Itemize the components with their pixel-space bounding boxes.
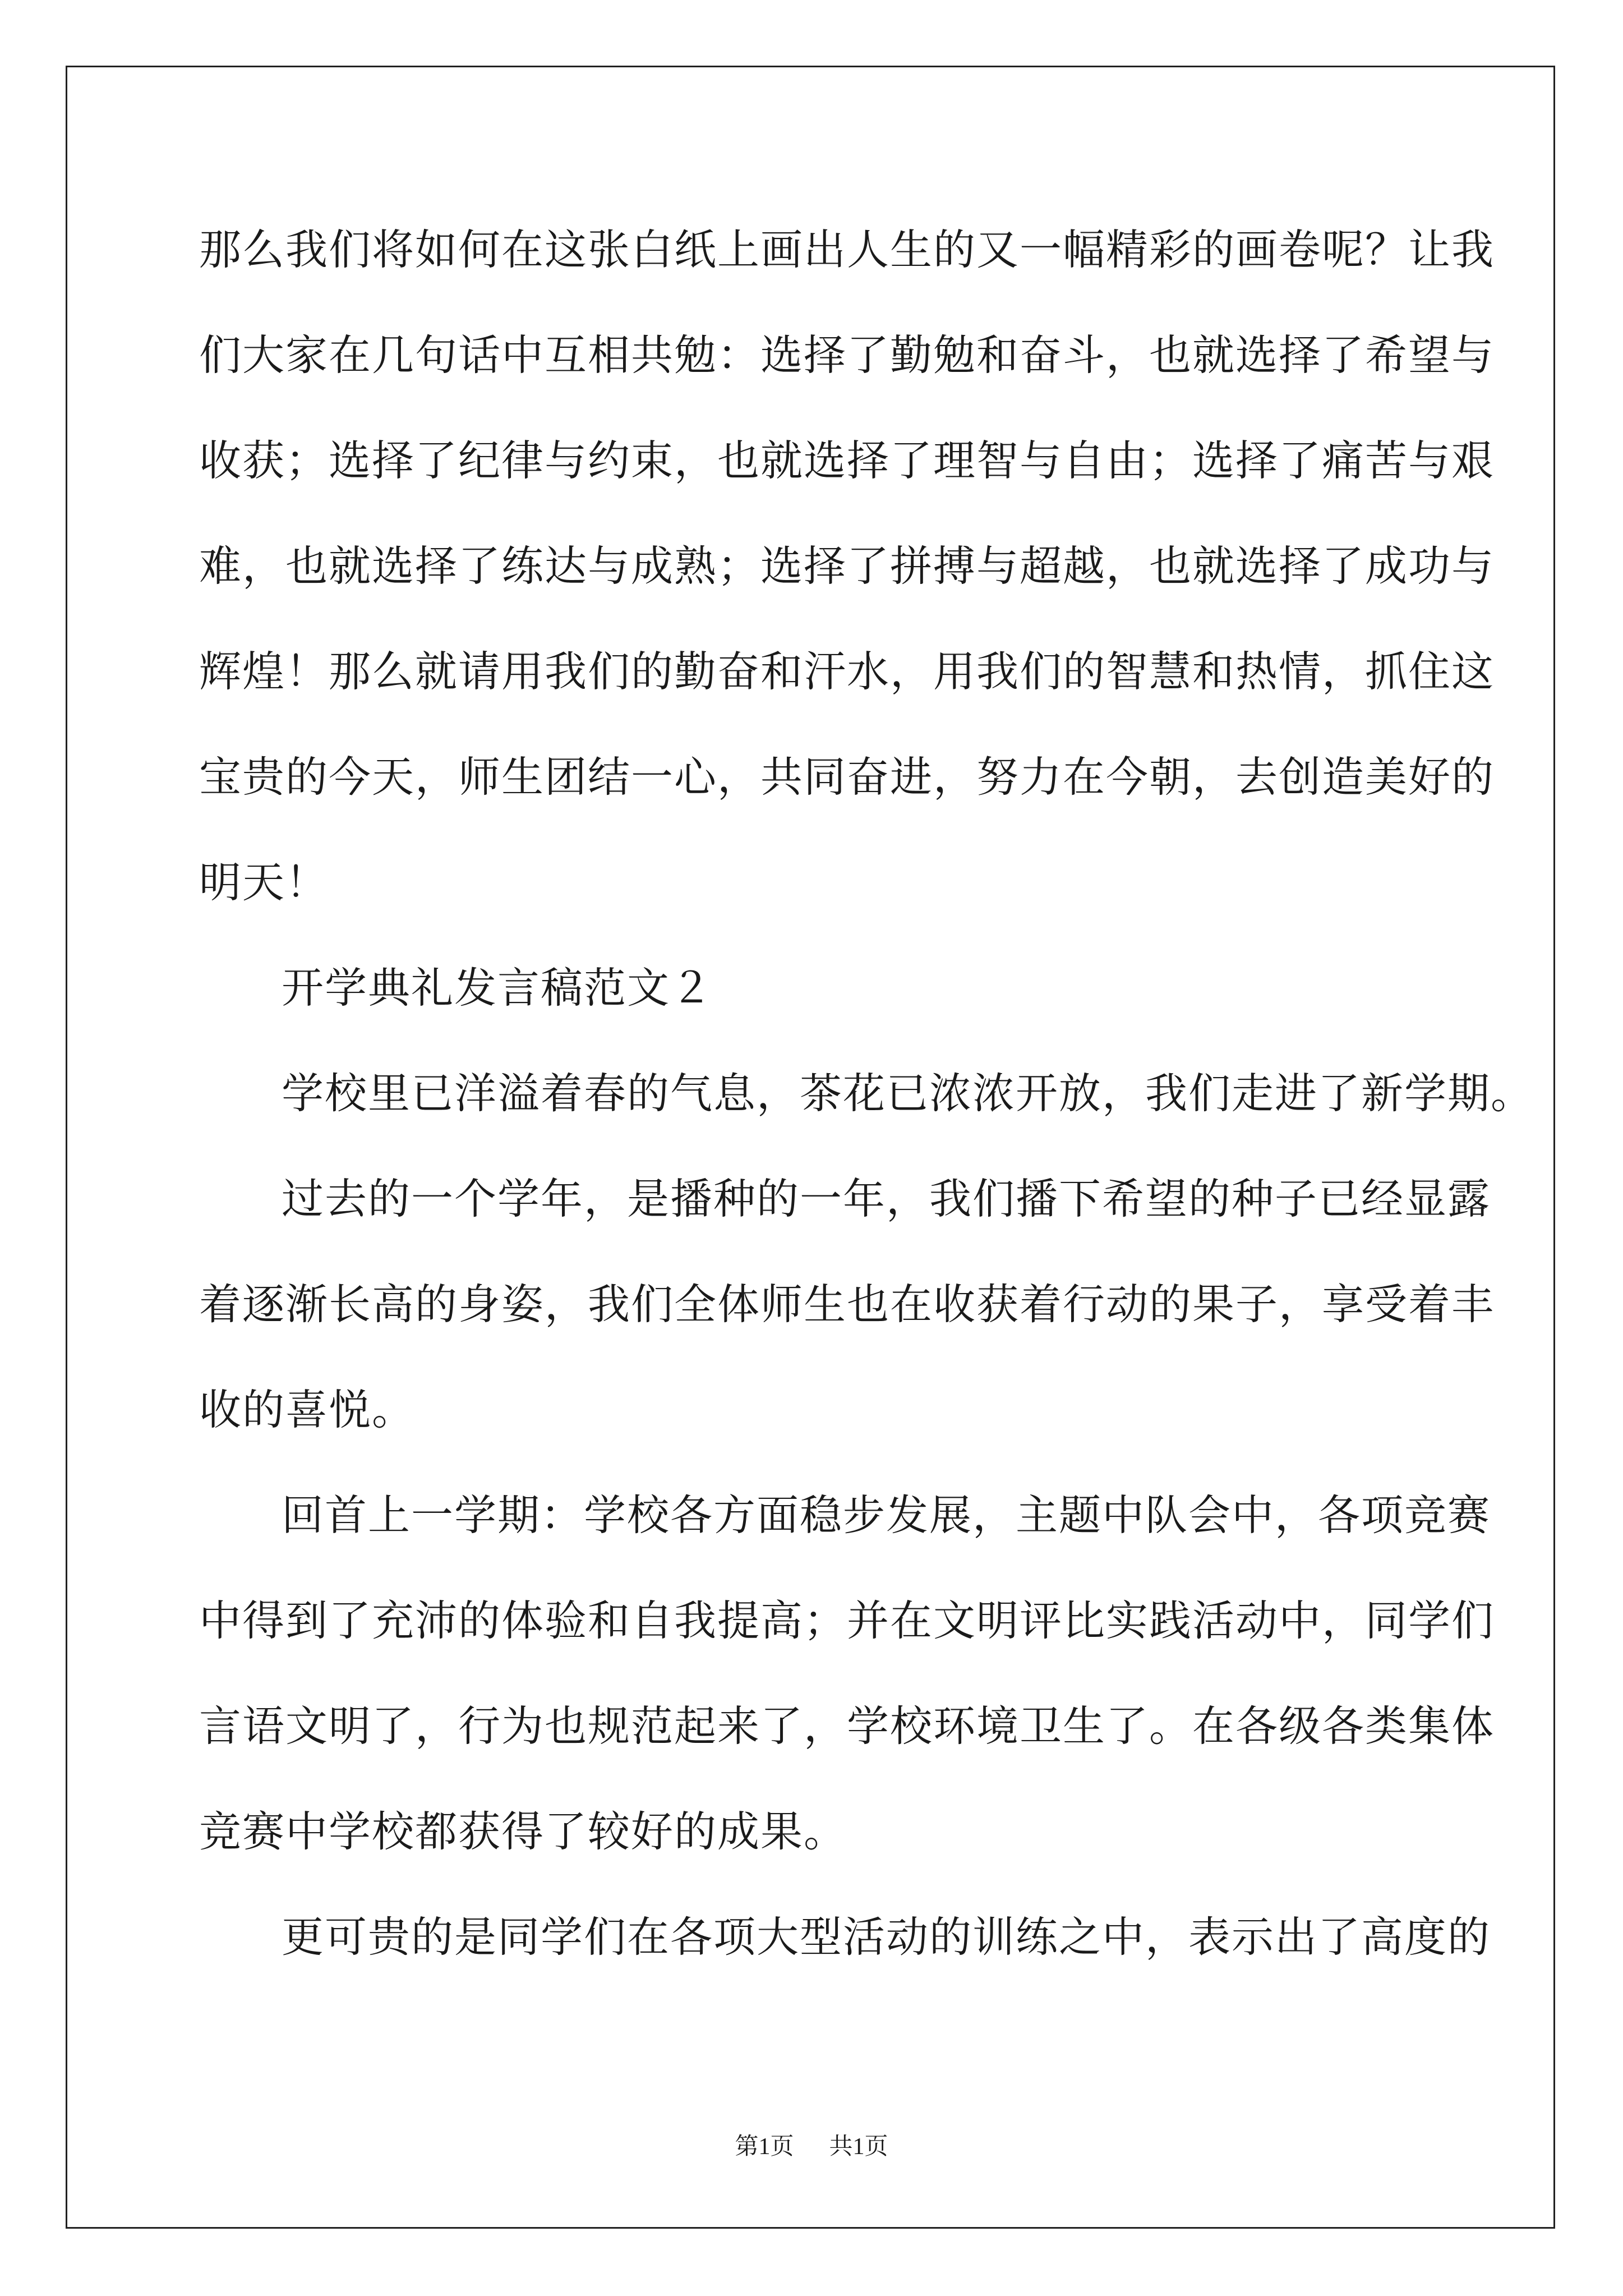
body-text-line: 收获；选择了纪律与约束，也就选择了理智与自由；选择了痛苦与艰 [199, 436, 1495, 485]
body-text-line: 明天！ [199, 858, 329, 907]
body-text-line: 中得到了充沛的体验和自我提高；并在文明评比实践活动中，同学们 [199, 1596, 1495, 1645]
page-border [66, 66, 1555, 2229]
section-heading: 开学典礼发言稿范文２ [282, 963, 714, 1013]
body-text-line: 难，也就选择了练达与成熟；选择了拼搏与超越，也就选择了成功与 [199, 541, 1495, 591]
body-text-line: 收的喜悦。 [199, 1385, 416, 1434]
page-footer [0, 2133, 1623, 2161]
body-text-line: 言语文明了，行为也规范起来了，学校环境卫生了。在各级各类集体 [199, 1701, 1495, 1751]
body-text-line: 宝贵的今天，师生团结一心，共同奋进，努力在今朝，去创造美好的 [199, 752, 1495, 802]
body-text-line: 竞赛中学校都获得了较好的成果。 [199, 1807, 847, 1856]
body-text-line: 学校里已洋溢着春的气息，茶花已浓浓开放，我们走进了新学期。 [282, 1069, 1534, 1118]
body-text-line: 回首上一学期：学校各方面稳步发展，主题中队会中，各项竞赛 [282, 1490, 1491, 1540]
page-number: 第1页 [735, 2134, 794, 2160]
body-text-line: 更可贵的是同学们在各项大型活动的训练之中，表示出了高度的 [282, 1912, 1491, 1962]
body-text-line: 着逐渐长高的身姿，我们全体师生也在收获着行动的果子，享受着丰 [199, 1280, 1495, 1329]
body-text-line: 过去的一个学年，是播种的一年，我们播下希望的种子已经显露 [282, 1174, 1491, 1223]
body-text-line: 那么我们将如何在这张白纸上画出人生的又一幅精彩的画卷呢？让我 [199, 225, 1495, 274]
body-text-line: 辉煌！那么就请用我们的勤奋和汗水，用我们的智慧和热情，抓住这 [199, 647, 1495, 696]
body-text-line: 们大家在几句话中互相共勉：选择了勤勉和奋斗，也就选择了希望与 [199, 330, 1495, 380]
page-total: 共1页 [829, 2134, 888, 2160]
